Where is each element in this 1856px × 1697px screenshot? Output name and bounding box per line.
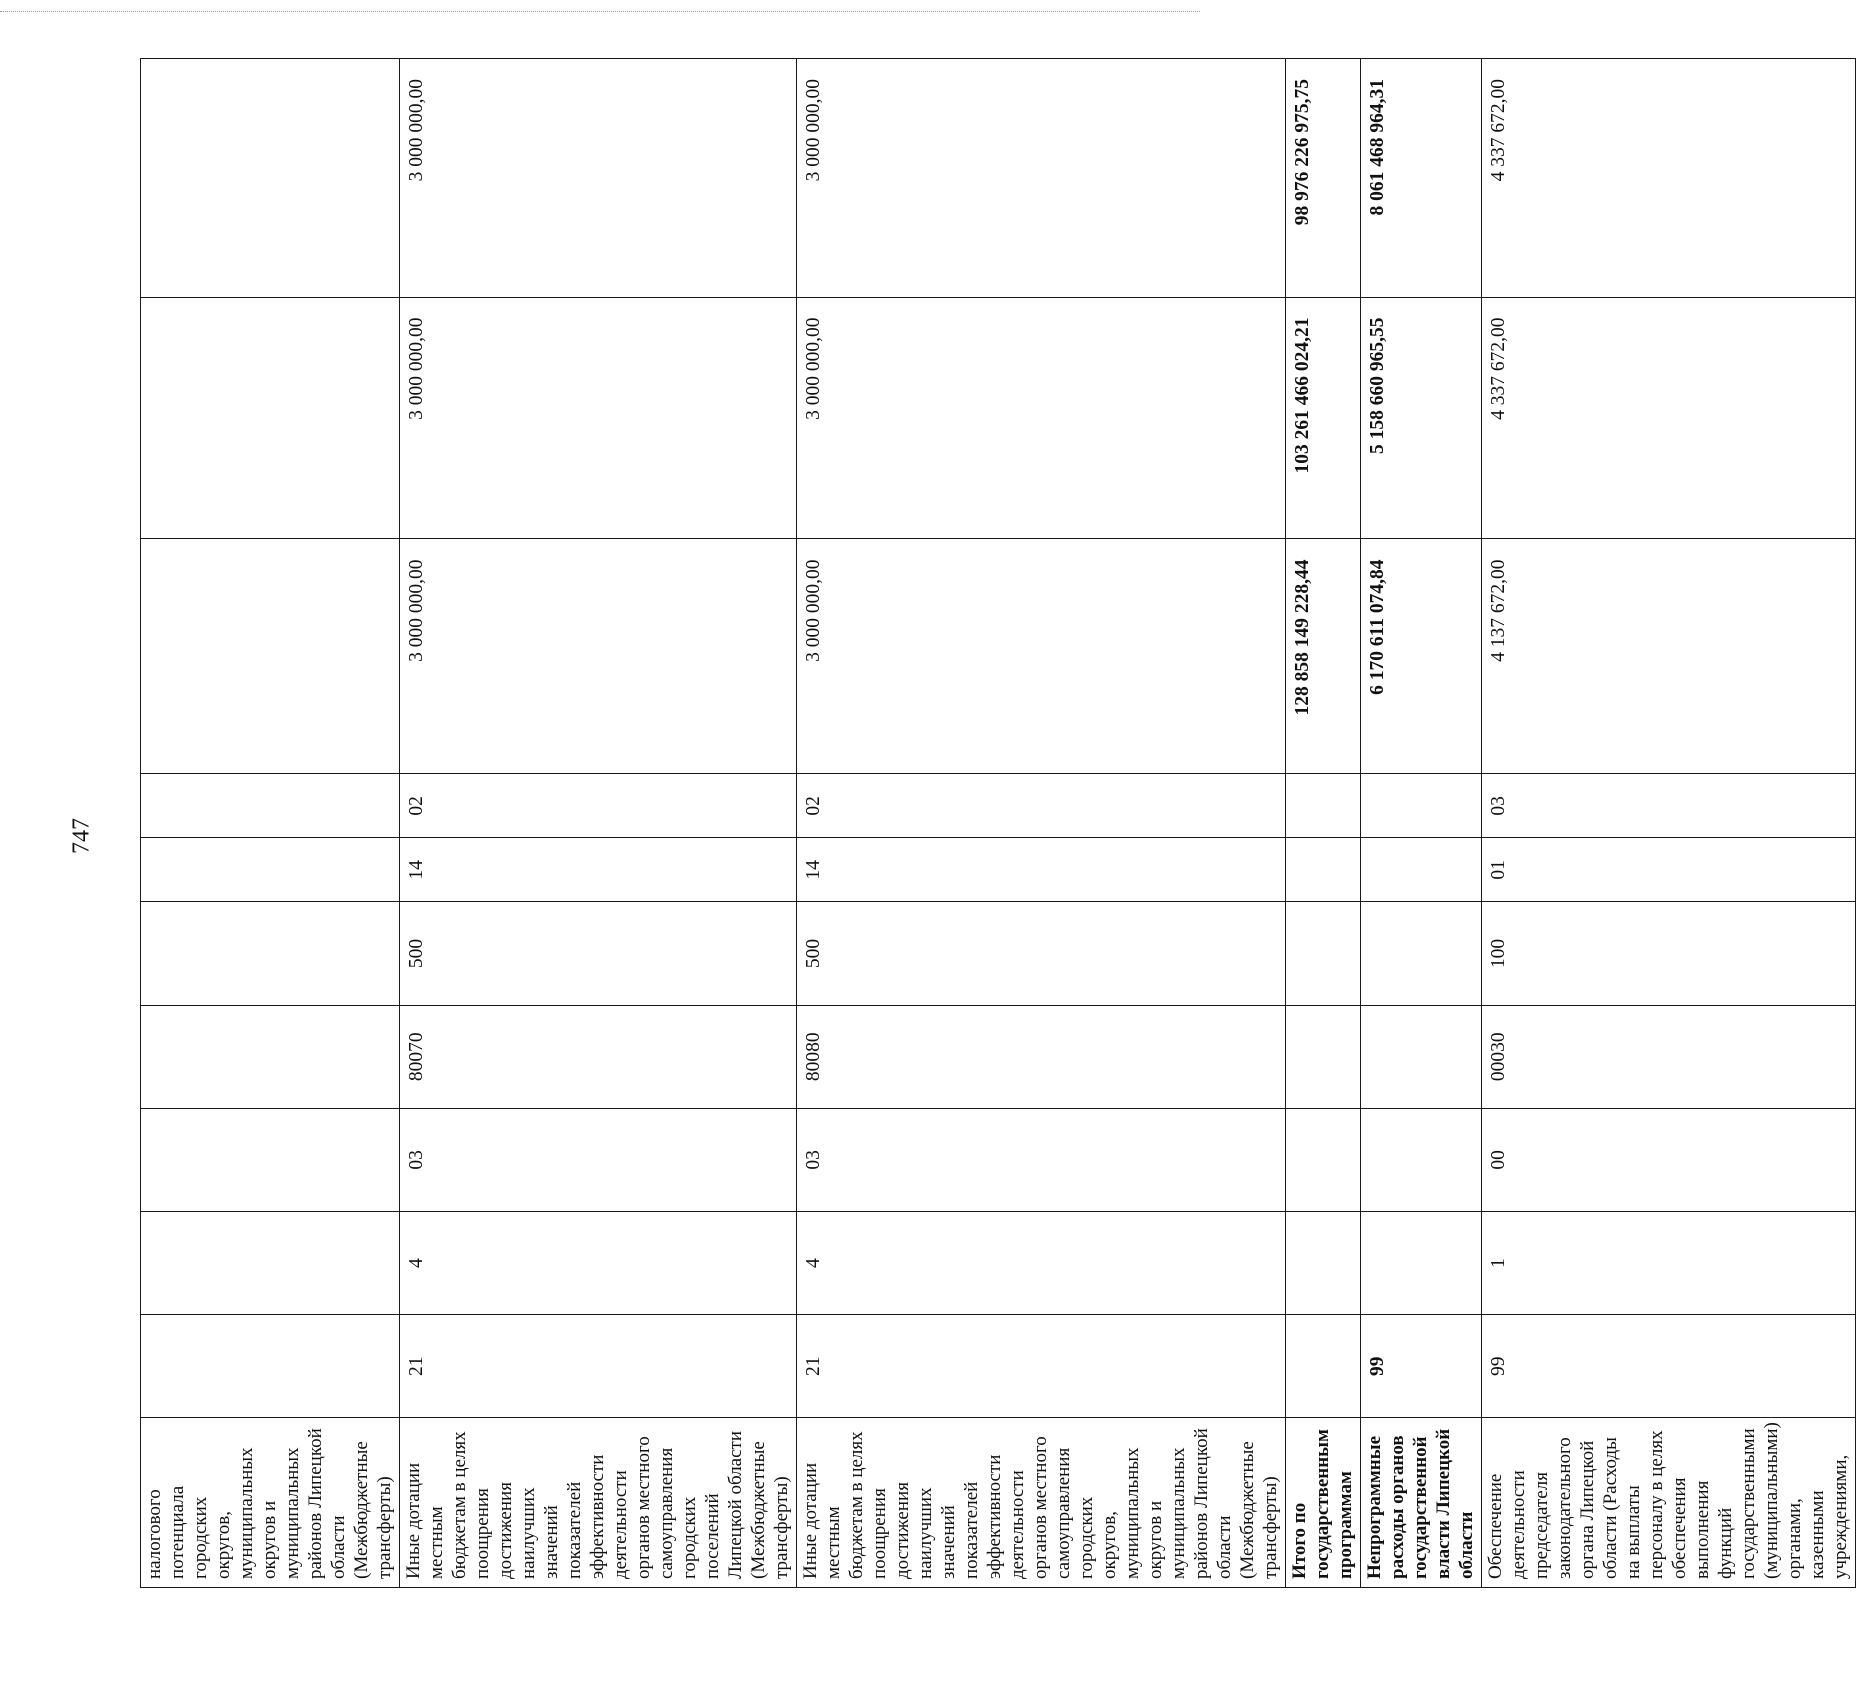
code-cell [1286, 1212, 1361, 1315]
row-name-cell: Итого по государственным программам [1286, 1418, 1361, 1588]
code-cell [1361, 1212, 1482, 1315]
code-cell: 99 [1482, 1315, 1856, 1418]
code-cell: 02 [400, 774, 797, 838]
amount-cell: 128 858 149 228,44 [1286, 539, 1361, 774]
code-cell: 21 [797, 1315, 1286, 1418]
amount-cell: 3 000 000,00 [400, 539, 797, 774]
code-cell: 100 [1482, 902, 1856, 1005]
amount-cell: 3 000 000,00 [797, 59, 1286, 298]
code-cell: 00030 [1482, 1005, 1856, 1108]
code-cell: 02 [797, 774, 1286, 838]
amount-cell: 3 000 000,00 [797, 539, 1286, 774]
code-cell [141, 1005, 400, 1108]
code-cell [141, 902, 400, 1005]
code-cell [141, 1315, 400, 1418]
amount-cell: 98 976 226 975,75 [1286, 59, 1361, 298]
code-cell [141, 1108, 400, 1211]
code-cell: 500 [400, 902, 797, 1005]
table-row-section [1361, 59, 1482, 1588]
amount-cell: 5 158 660 965,55 [1361, 297, 1482, 539]
code-cell [1286, 774, 1361, 838]
amount-cell [141, 297, 400, 539]
amount-cell: 4 337 672,00 [1482, 297, 1856, 539]
code-cell: 4 [797, 1212, 1286, 1315]
code-cell [1286, 838, 1361, 902]
table-row [1482, 59, 1856, 1588]
table-row [797, 59, 1286, 1588]
code-cell [1361, 902, 1482, 1005]
code-cell [141, 838, 400, 902]
code-cell [1286, 1108, 1361, 1211]
code-cell [1286, 902, 1361, 1005]
page-number-text: 747 [68, 818, 95, 854]
code-cell: 80080 [797, 1005, 1286, 1108]
code-cell: 80070 [400, 1005, 797, 1108]
code-cell [1286, 1005, 1361, 1108]
amount-cell: 4 337 672,00 [1482, 59, 1856, 298]
code-cell: 03 [1482, 774, 1856, 838]
code-cell: 4 [400, 1212, 797, 1315]
code-cell [1361, 1108, 1482, 1211]
amount-cell: 4 137 672,00 [1482, 539, 1856, 774]
table-row [400, 59, 797, 1588]
row-name-cell: Обеспечение деятельности председателя законодательного органа Липецкой области (Расходы на выплаты персоналу в целях обеспечения выполнения функций государственными (муниципальными) органами, казенными учреждениями, [1482, 1418, 1856, 1588]
amount-cell: 103 261 466 024,21 [1286, 297, 1361, 539]
amount-cell: 6 170 611 074,84 [1361, 539, 1482, 774]
code-cell: 14 [400, 838, 797, 902]
scan-edge-line [0, 11, 1200, 12]
amount-cell [141, 539, 400, 774]
row-name-cell: налогового потенциала городских округов, муниципальных округов и муниципальных районов Липецкой области (Межбюджетные трансферты) [141, 1418, 400, 1588]
code-cell: 03 [797, 1108, 1286, 1211]
code-cell: 1 [1482, 1212, 1856, 1315]
code-cell: 03 [400, 1108, 797, 1211]
code-cell: 01 [1482, 838, 1856, 902]
table-row [141, 59, 400, 1588]
budget-table [140, 58, 1856, 1588]
amount-cell: 3 000 000,00 [400, 297, 797, 539]
row-name-cell: Иные дотации местным бюджетам в целях поощрения достижения наилучших значений показателей эффективности деятельности органов местного самоуправления городских округов, муниципальных округов и муниципальных районов Липецкой области (Межбюджетные трансферты) [797, 1418, 1286, 1588]
code-cell [1361, 1005, 1482, 1108]
row-name-cell: Непрограммные расходы органов государственной власти Липецкой области [1361, 1418, 1482, 1588]
table-row-total [1286, 59, 1361, 1588]
amount-cell: 3 000 000,00 [797, 297, 1286, 539]
code-cell: 21 [400, 1315, 797, 1418]
code-cell: 500 [797, 902, 1286, 1005]
amount-cell: 3 000 000,00 [400, 59, 797, 298]
amount-cell [141, 59, 400, 298]
code-cell [141, 774, 400, 838]
code-cell [141, 1212, 400, 1315]
amount-cell: 8 061 468 964,31 [1361, 59, 1482, 298]
code-cell: 00 [1482, 1108, 1856, 1211]
code-cell [1286, 1315, 1361, 1418]
code-cell [1361, 838, 1482, 902]
code-cell [1361, 774, 1482, 838]
row-name-cell: Иные дотации местным бюджетам в целях поощрения достижения наилучших значений показателей эффективности деятельности органов местного самоуправления городских поселений Липецкой области (Межбюджетные трансферты) [400, 1418, 797, 1588]
code-cell: 14 [797, 838, 1286, 902]
rotated-table-wrapper [140, 58, 1856, 1588]
code-cell: 99 [1361, 1315, 1482, 1418]
